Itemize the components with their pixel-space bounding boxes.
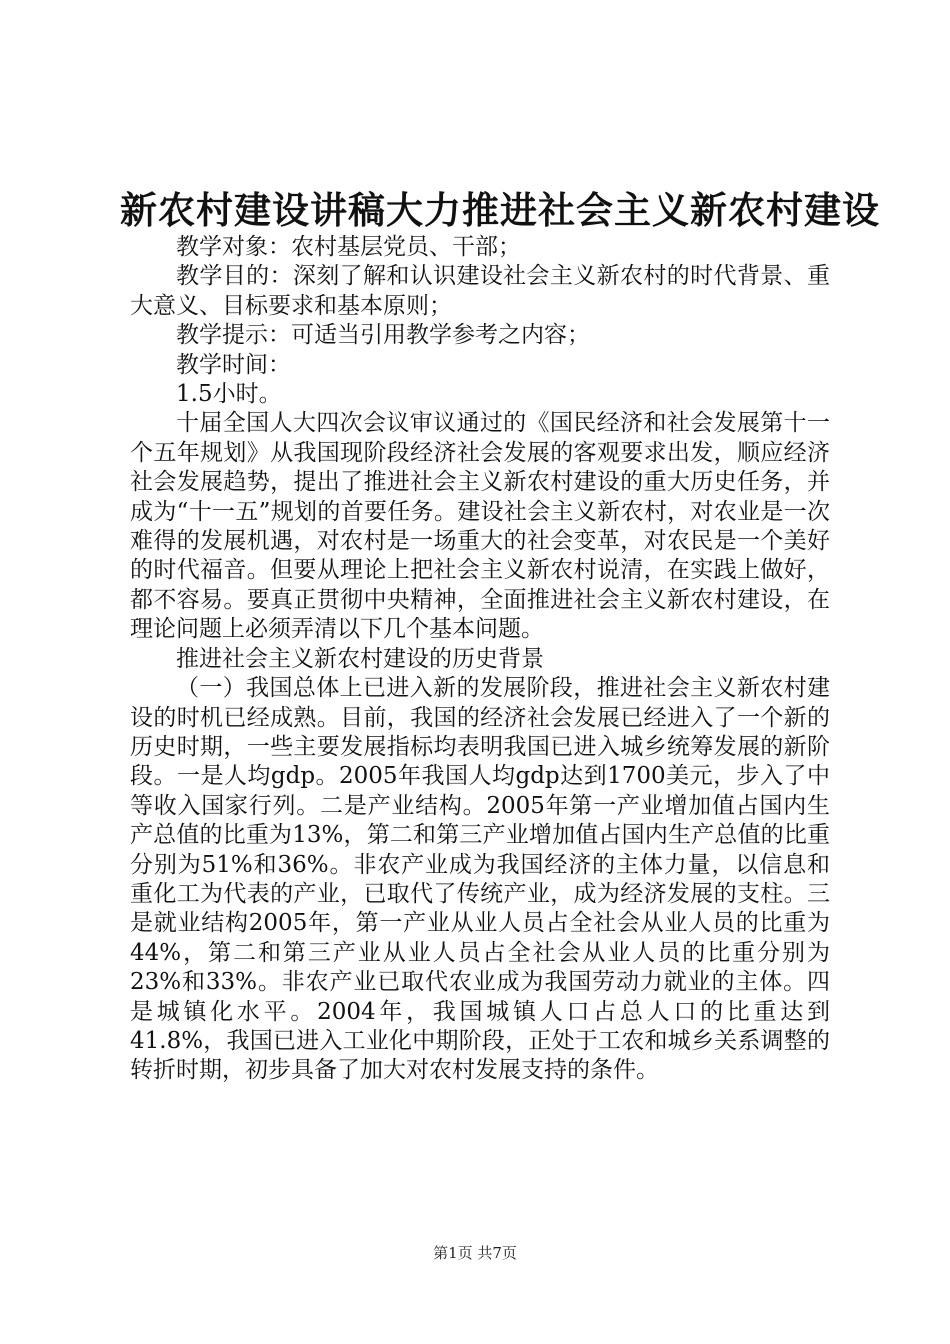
page-footer: 第1页 共7页 (433, 1244, 517, 1262)
paragraph-teaching-tip: 教学提示：可适当引用教学参考之内容； (176, 322, 590, 349)
paragraph-introduction: 十届全国人大四次会议审议通过的《国民经济和社会发展第十一个五年规划》从我国现阶段经济社会发展的客观要求出发，顺应经济社会发展趋势，提出了推进社会主义新农村建设的重大历史任务，并成为“十一五”规划的首要任务。建设社会主义新农村，对农业是一次难得的发展机遇，对农村是一场重大的社会变革，对农民是一个美好的时代福音。但要从理论上把社会主义新农村说清，在实践上做好，都不容易。要真正贯彻中央精神，全面推进社会主义新农村建设，在理论问题上必须弄清以下几个基本问题。 (130, 410, 830, 643)
paragraph-teaching-time: 教学时间： (176, 351, 291, 378)
paragraph-teaching-purpose: 教学目的：深刻了解和认识建设社会主义新农村的时代背景、重大意义、目标要求和基本原则； (130, 263, 830, 319)
paragraph-duration: 1.5小时。 (176, 381, 282, 408)
document-title: 新农村建设讲稿大力推进社会主义新农村建设 (120, 188, 880, 232)
paragraph-teaching-target: 教学对象：农村基层党员、干部； (176, 234, 521, 260)
document-body (130, 233, 830, 1086)
paragraph-stage-analysis: （一）我国总体上已进入新的发展阶段，推进社会主义新农村建设的时机已经成熟。目前，我国的经济社会发展已经进入了一个新的历史时期，一些主要发展指标均表明我国已进入城乡统筹发展的新阶段。一是人均gdp。2005年我国人均gdp达到1700美元，步入了中等收入国家行列。二是产业结构。2005年第一产业增加值占国内生产总值的比重为13%，第二和第三产业增加值占国内生产总值的比重分别为51%和36%。非农产业成为我国经济的主体力量，以信息和重化工为代表的产业，已取代了传统产业，成为经济发展的支柱。三是就业结构2005年，第一产业从业人员占全社会从业人员的比重为44%，第二和第三产业从业人员占全社会从业人员的比重分别为23%和33%。非农产业已取代农业成为我国劳动力就业的主体。四是城镇化水平。2004年，我国城镇人口占总人口的比重达到41.8%，我国已进入工业化中期阶段，正处于工农和城乡关系调整的转折时期，初步具备了加大对农村发展支持的条件。 (130, 675, 830, 1084)
section-heading-background: 推进社会主义新农村建设的历史背景 (176, 645, 544, 672)
